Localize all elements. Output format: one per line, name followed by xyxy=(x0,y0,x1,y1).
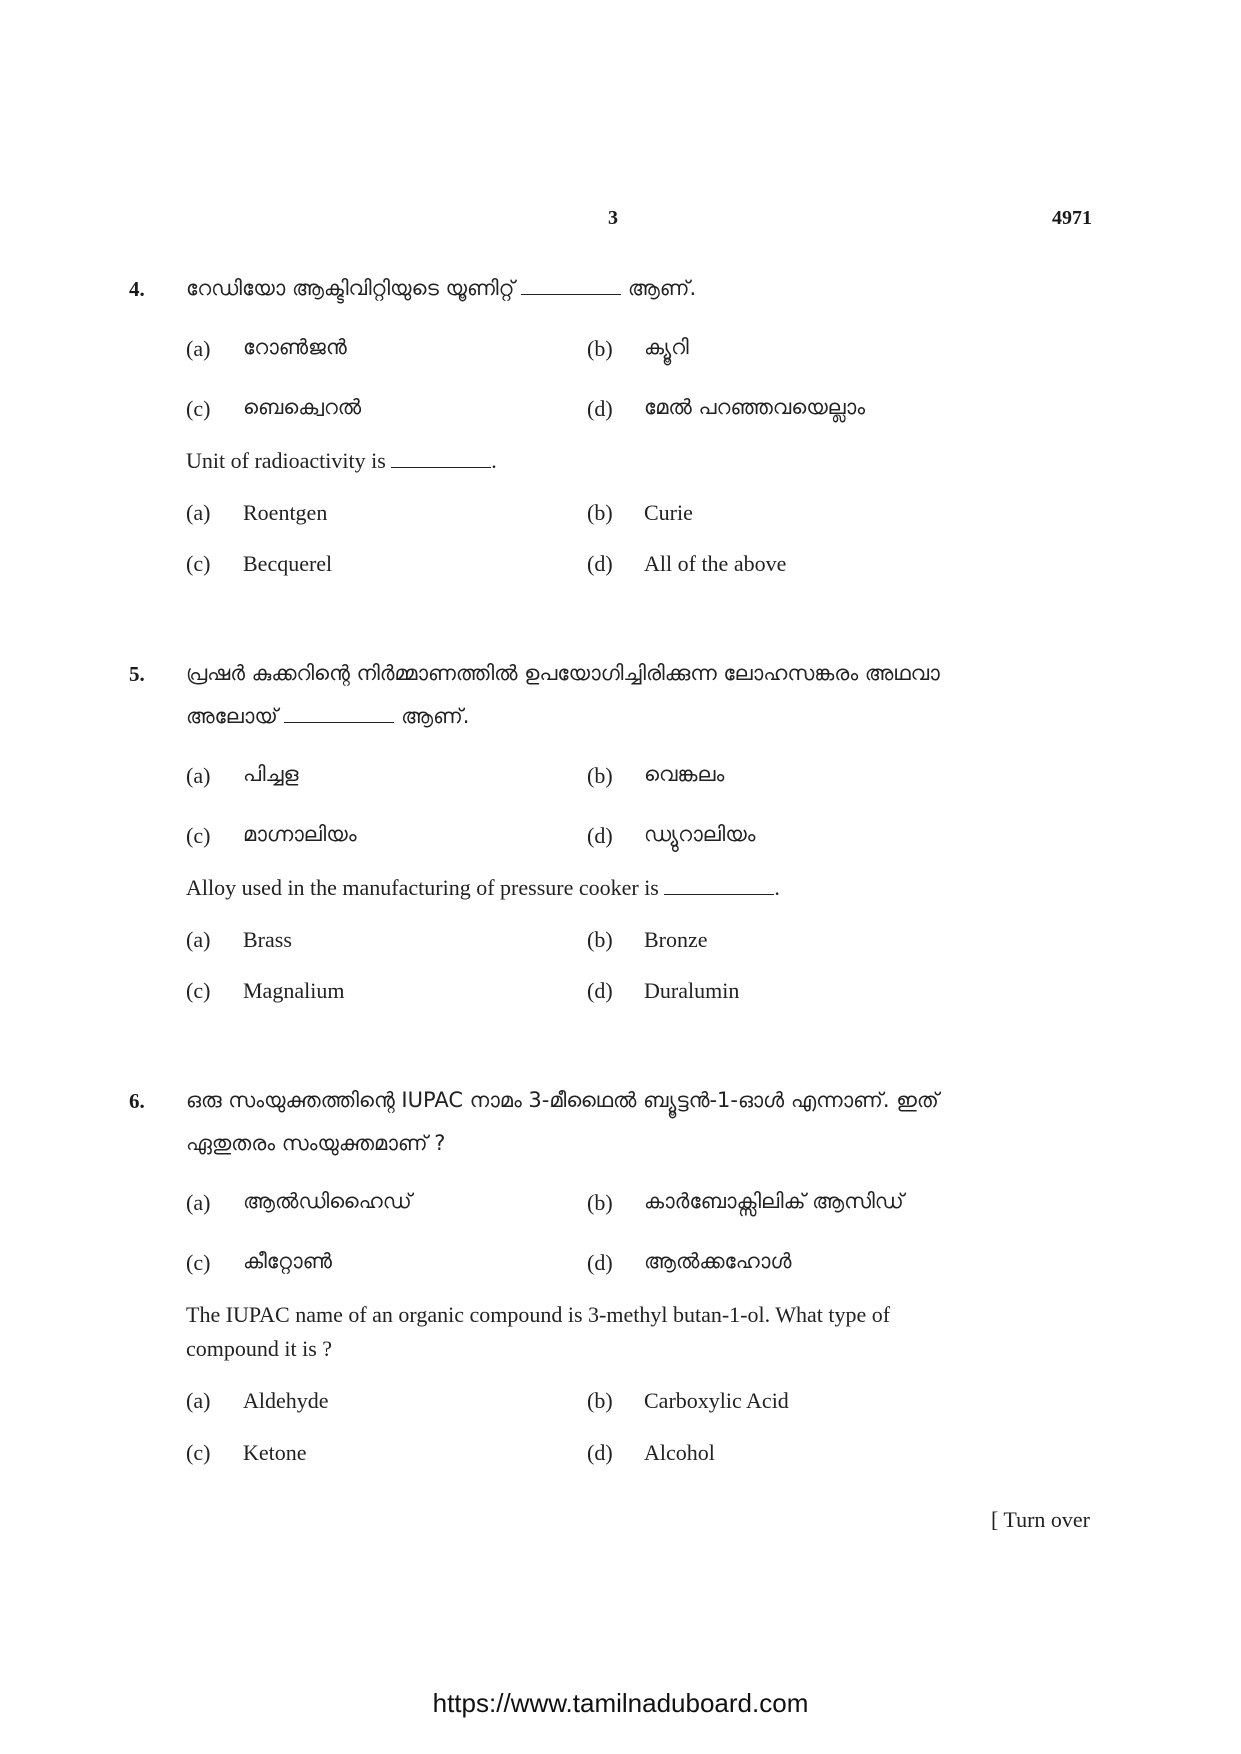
option-label: (c) xyxy=(186,551,211,576)
option-text: ഡ്യുറാലിയം xyxy=(644,822,756,846)
paper-code: 4971 xyxy=(1052,207,1092,229)
option-label: (a) xyxy=(186,500,211,525)
option-text: മേൽ പറഞ്ഞവയെല്ലാം xyxy=(644,395,866,419)
question-text-malayalam: റേഡിയോ ആക്ടിവിറ്റിയുടെ യൂണിറ്റ് ആണ്. xyxy=(186,276,697,300)
option-text: മാഗ്നാലിയം xyxy=(243,822,357,846)
question-text-malayalam: ഒരു സംയുക്തത്തിന്റെ IUPAC നാമം 3-മീഥൈൽ ബ്യൂട്ടൻ-1-ഓൾ എന്നാണ്. ഇത് xyxy=(186,1088,939,1112)
option-text: Becquerel xyxy=(243,551,333,576)
question-text-english: Unit of radioactivity is . xyxy=(186,448,497,473)
option-text: Magnalium xyxy=(243,978,345,1003)
option-text: ക്യൂറി xyxy=(644,335,689,359)
option-label: (b) xyxy=(587,1388,613,1413)
option-label: (d) xyxy=(587,551,613,576)
option-text: ബെക്വെറൽ xyxy=(243,395,362,419)
question-text-malayalam: പ്രഷർ കുക്കറിന്റെ നിർമ്മാണത്തിൽ ഉപയോഗിച്ചിരിക്കുന്ന ലോഹസങ്കരം അഥവാ xyxy=(186,661,940,685)
option-label: (d) xyxy=(587,978,613,1003)
question-text-malayalam-line2: ഏതുതരം സംയുക്തമാണ് ? xyxy=(186,1131,446,1155)
option-label: (d) xyxy=(587,396,613,421)
answer-blank xyxy=(391,449,491,468)
option-label: (b) xyxy=(587,763,613,788)
option-text: Duralumin xyxy=(644,978,740,1003)
option-label: (b) xyxy=(587,336,613,361)
option-text: വെങ്കലം xyxy=(644,762,725,786)
option-text: ആൽഡിഹൈഡ് xyxy=(243,1189,412,1213)
option-label: (c) xyxy=(186,1250,211,1275)
option-label: (a) xyxy=(186,927,211,952)
option-label: (a) xyxy=(186,1388,211,1413)
option-text: Aldehyde xyxy=(243,1388,329,1413)
option-label: (d) xyxy=(587,1250,613,1275)
footer-url: https://www.tamilnaduboard.com xyxy=(432,1688,809,1718)
question-text-english-line2: compound it is ? xyxy=(186,1336,333,1361)
option-label: (c) xyxy=(186,823,211,848)
option-text: കീറ്റോൺ xyxy=(243,1249,332,1273)
option-text: Curie xyxy=(644,500,693,525)
question-number: 6. xyxy=(129,1089,145,1113)
answer-blank xyxy=(521,276,621,295)
question-number: 5. xyxy=(129,662,145,686)
option-label: (b) xyxy=(587,500,613,525)
question-text-english: Alloy used in the manufacturing of pressure cooker is . xyxy=(186,875,780,900)
option-text: പിച്ചള xyxy=(243,762,299,786)
option-label: (a) xyxy=(186,336,211,361)
option-text: Carboxylic Acid xyxy=(644,1388,789,1413)
option-text: All of the above xyxy=(644,551,787,576)
option-text: Brass xyxy=(243,927,292,952)
option-label: (c) xyxy=(186,1440,211,1465)
question-text-english: The IUPAC name of an organic compound is 3-methyl butan-1-ol. What type of xyxy=(186,1302,891,1327)
turn-over-note: [ Turn over xyxy=(991,1507,1091,1532)
option-text: റോൺജൻ xyxy=(243,335,347,359)
option-label: (b) xyxy=(587,927,613,952)
option-text: Alcohol xyxy=(644,1440,715,1465)
question-number: 4. xyxy=(129,277,145,301)
page-number: 3 xyxy=(608,207,618,229)
option-label: (d) xyxy=(587,1440,613,1465)
option-text: ആൽക്കഹോൾ xyxy=(644,1249,792,1273)
answer-blank xyxy=(664,876,774,895)
question-text-malayalam-line2: അലോയ് ആണ്. xyxy=(186,704,470,728)
option-label: (a) xyxy=(186,763,211,788)
option-label: (c) xyxy=(186,978,211,1003)
option-label: (d) xyxy=(587,823,613,848)
option-label: (a) xyxy=(186,1190,211,1215)
option-text: കാർബോക്സിലിക് ആസിഡ് xyxy=(644,1189,904,1213)
option-text: Bronze xyxy=(644,927,708,952)
option-text: Ketone xyxy=(243,1440,307,1465)
option-label: (c) xyxy=(186,396,211,421)
answer-blank xyxy=(284,704,394,723)
option-text: Roentgen xyxy=(243,500,328,525)
option-label: (b) xyxy=(587,1190,613,1215)
